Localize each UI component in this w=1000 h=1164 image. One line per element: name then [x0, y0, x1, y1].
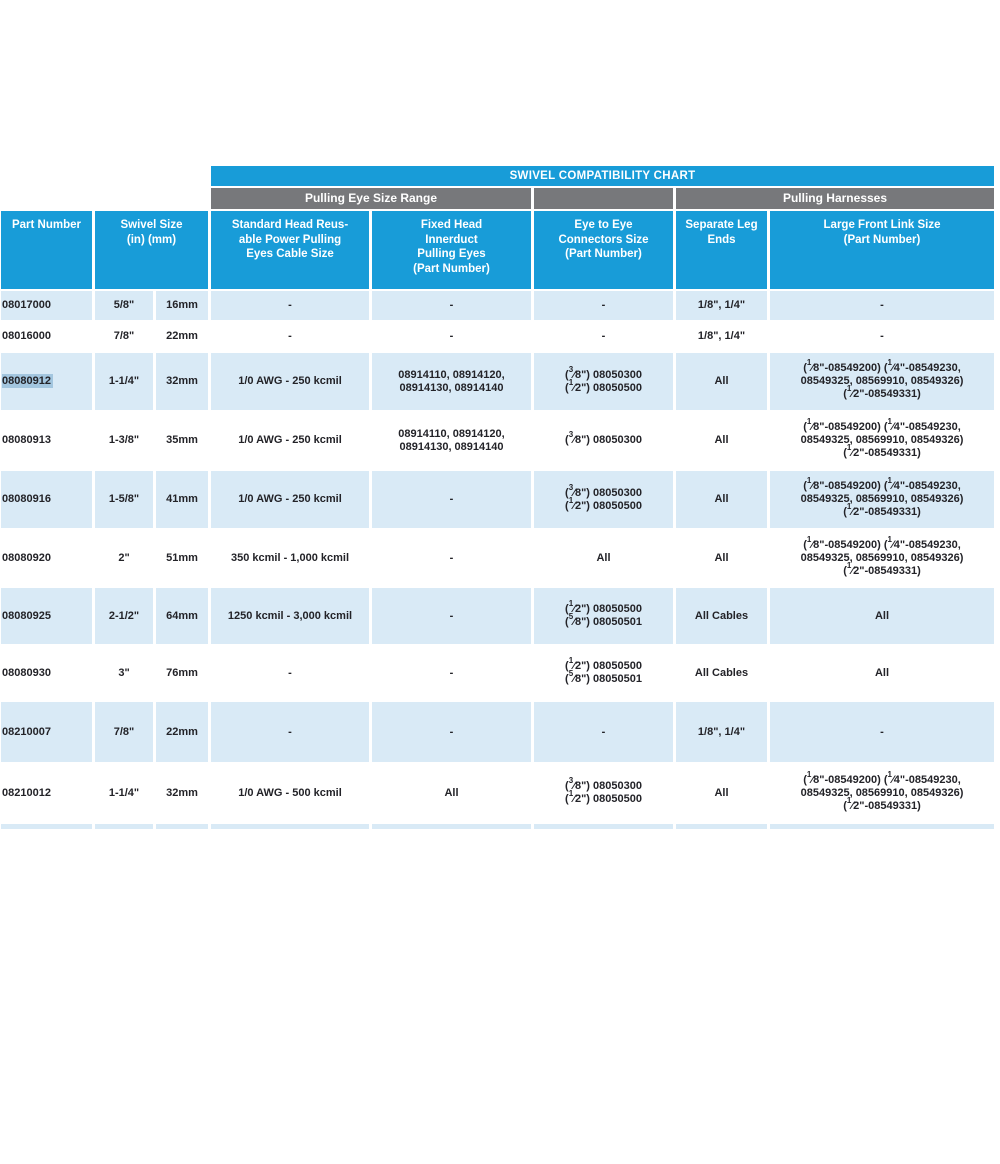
column-header-row: [1, 211, 994, 289]
cutoff-cell: [1, 824, 92, 829]
table-row: [1, 471, 994, 528]
cell-fixed-head: -: [372, 530, 531, 586]
cell-eye-to-eye: -: [534, 702, 673, 762]
cell-large-front-link: -: [770, 291, 994, 320]
cell-swivel-size-mm: 51mm: [156, 530, 208, 586]
cell-part-number: 08080925: [1, 588, 92, 644]
cell-separate-leg-ends: All: [676, 412, 767, 469]
table-row: [1, 412, 994, 469]
cell-swivel-size-mm: 22mm: [156, 702, 208, 762]
cell-large-front-link: ($^1$⁄8"-08549200) ($^1$⁄4"-08549230, 08549325, 08569910, 08549326) ($^1$⁄2"-08549331): [770, 764, 994, 822]
cell-swivel-size-mm: 16mm: [156, 291, 208, 320]
cell-fixed-head: -: [372, 291, 531, 320]
table-row: [1, 588, 994, 644]
cell-fixed-head: All: [372, 764, 531, 822]
cutoff-cell: [676, 824, 767, 829]
cell-swivel-size-in: 7/8": [95, 702, 153, 762]
cell-eye-to-eye: All: [534, 530, 673, 586]
cell-part-number: 08016000: [1, 322, 92, 351]
cell-separate-leg-ends: All: [676, 530, 767, 586]
cell-swivel-size-in: 1-1/4": [95, 353, 153, 410]
cell-separate-leg-ends: 1/8", 1/4": [676, 702, 767, 762]
cutoff-cell: [211, 824, 369, 829]
cell-fixed-head: -: [372, 702, 531, 762]
cell-large-front-link: All: [770, 646, 994, 700]
cell-swivel-size-mm: 76mm: [156, 646, 208, 700]
selected-part-number: 08080912: [2, 375, 51, 387]
cell-part-number: 08080913: [1, 412, 92, 469]
cell-fixed-head: 08914110, 08914120, 08914130, 08914140: [372, 412, 531, 469]
table-row: [1, 291, 994, 320]
cell-standard-head: -: [211, 702, 369, 762]
table-title: SWIVEL COMPATIBILITY CHART: [211, 166, 994, 186]
cell-part-number: 08017000: [1, 291, 92, 320]
cell-part-number: [1, 353, 92, 410]
cell-eye-to-eye: ($^3$⁄8") 08050300 ($^1$⁄2") 08050500: [534, 764, 673, 822]
group-pulling-harnesses: Pulling Harnesses: [676, 188, 994, 209]
cell-large-front-link: -: [770, 322, 994, 351]
cell-swivel-size-mm: 35mm: [156, 412, 208, 469]
table-body: [1, 291, 994, 829]
cell-part-number: 08080930: [1, 646, 92, 700]
cell-eye-to-eye: ($^1$⁄2") 08050500 ($^5$⁄8") 08050501: [534, 646, 673, 700]
table-row: [1, 764, 994, 822]
cell-swivel-size-mm: 32mm: [156, 353, 208, 410]
cell-eye-to-eye: -: [534, 291, 673, 320]
cell-separate-leg-ends: All: [676, 764, 767, 822]
cell-fixed-head: -: [372, 588, 531, 644]
cell-fixed-head: 08914110, 08914120, 08914130, 08914140: [372, 353, 531, 410]
col-header-eye-to-eye: Eye to Eye Connectors Size (Part Number): [534, 211, 673, 289]
group-blank-segment: [534, 188, 673, 209]
cell-part-number: 08080916: [1, 471, 92, 528]
cell-large-front-link: ($^1$⁄8"-08549200) ($^1$⁄4"-08549230, 08549325, 08569910, 08549326) ($^1$⁄2"-08549331): [770, 412, 994, 469]
cutoff-cell: [372, 824, 531, 829]
cell-standard-head: -: [211, 291, 369, 320]
cell-swivel-size-in: 5/8": [95, 291, 153, 320]
cell-large-front-link: ($^1$⁄8"-08549200) ($^1$⁄4"-08549230, 08549325, 08569910, 08549326) ($^1$⁄2"-08549331): [770, 353, 994, 410]
cell-swivel-size-in: 2-1/2": [95, 588, 153, 644]
cell-eye-to-eye: -: [534, 322, 673, 351]
cell-swivel-size-in: 2": [95, 530, 153, 586]
cell-swivel-size-in: 1-3/8": [95, 412, 153, 469]
col-header-fixed-head: Fixed Head Innerduct Pulling Eyes (Part Number): [372, 211, 531, 289]
title-row-spacer: [1, 166, 208, 186]
cell-part-number: 08080920: [1, 530, 92, 586]
swivel-compatibility-table: [0, 164, 997, 831]
cell-swivel-size-mm: 22mm: [156, 322, 208, 351]
group-row-spacer: [1, 188, 208, 209]
cell-large-front-link: -: [770, 702, 994, 762]
cell-swivel-size-in: 7/8": [95, 322, 153, 351]
cell-separate-leg-ends: All: [676, 471, 767, 528]
table-row: [1, 646, 994, 700]
col-header-separate-leg-ends: Separate Leg Ends: [676, 211, 767, 289]
cell-eye-to-eye: ($^3$⁄8") 08050300 ($^1$⁄2") 08050500: [534, 471, 673, 528]
cell-eye-to-eye: ($^3$⁄8") 08050300 ($^1$⁄2") 08050500: [534, 353, 673, 410]
cell-eye-to-eye: ($^3$⁄8") 08050300: [534, 412, 673, 469]
cell-separate-leg-ends: All Cables: [676, 646, 767, 700]
cutoff-cell: [534, 824, 673, 829]
cell-standard-head: 350 kcmil - 1,000 kcmil: [211, 530, 369, 586]
col-header-swivel-size: Swivel Size (in) (mm): [95, 211, 208, 289]
cell-standard-head: 1250 kcmil - 3,000 kcmil: [211, 588, 369, 644]
col-header-standard-head: Standard Head Reus- able Power Pulling Eyes Cable Size: [211, 211, 369, 289]
cell-standard-head: -: [211, 646, 369, 700]
cell-part-number: 08210012: [1, 764, 92, 822]
table-row: [1, 353, 994, 410]
cell-standard-head: 1/0 AWG - 250 kcmil: [211, 353, 369, 410]
table-row: [1, 322, 994, 351]
cell-large-front-link: ($^1$⁄8"-08549200) ($^1$⁄4"-08549230, 08549325, 08569910, 08549326) ($^1$⁄2"-08549331): [770, 471, 994, 528]
cell-separate-leg-ends: 1/8", 1/4": [676, 291, 767, 320]
cutoff-cell: [95, 824, 153, 829]
table-row: [1, 530, 994, 586]
title-row: [1, 166, 994, 186]
cell-swivel-size-mm: 64mm: [156, 588, 208, 644]
cell-standard-head: 1/0 AWG - 500 kcmil: [211, 764, 369, 822]
group-pulling-eye-size-range: Pulling Eye Size Range: [211, 188, 531, 209]
cell-swivel-size-in: 3": [95, 646, 153, 700]
cell-part-number: 08210007: [1, 702, 92, 762]
cell-standard-head: -: [211, 322, 369, 351]
group-header-row: [1, 188, 994, 209]
cell-swivel-size-mm: 32mm: [156, 764, 208, 822]
cell-large-front-link: All: [770, 588, 994, 644]
col-header-part-number: Part Number: [1, 211, 92, 289]
cell-standard-head: 1/0 AWG - 250 kcmil: [211, 412, 369, 469]
cell-fixed-head: -: [372, 471, 531, 528]
cutoff-row: [1, 824, 994, 829]
cell-fixed-head: -: [372, 322, 531, 351]
cell-fixed-head: -: [372, 646, 531, 700]
cutoff-cell: [770, 824, 994, 829]
cell-large-front-link: ($^1$⁄8"-08549200) ($^1$⁄4"-08549230, 08549325, 08569910, 08549326) ($^1$⁄2"-08549331): [770, 530, 994, 586]
col-header-large-front-link: Large Front Link Size (Part Number): [770, 211, 994, 289]
cell-separate-leg-ends: 1/8", 1/4": [676, 322, 767, 351]
cell-eye-to-eye: ($^1$⁄2") 08050500 ($^5$⁄8") 08050501: [534, 588, 673, 644]
cell-swivel-size-mm: 41mm: [156, 471, 208, 528]
cell-separate-leg-ends: All: [676, 353, 767, 410]
cell-standard-head: 1/0 AWG - 250 kcmil: [211, 471, 369, 528]
cell-separate-leg-ends: All Cables: [676, 588, 767, 644]
table-row: [1, 702, 994, 762]
cell-swivel-size-in: 1-1/4": [95, 764, 153, 822]
cutoff-cell: [156, 824, 208, 829]
cell-swivel-size-in: 1-5/8": [95, 471, 153, 528]
